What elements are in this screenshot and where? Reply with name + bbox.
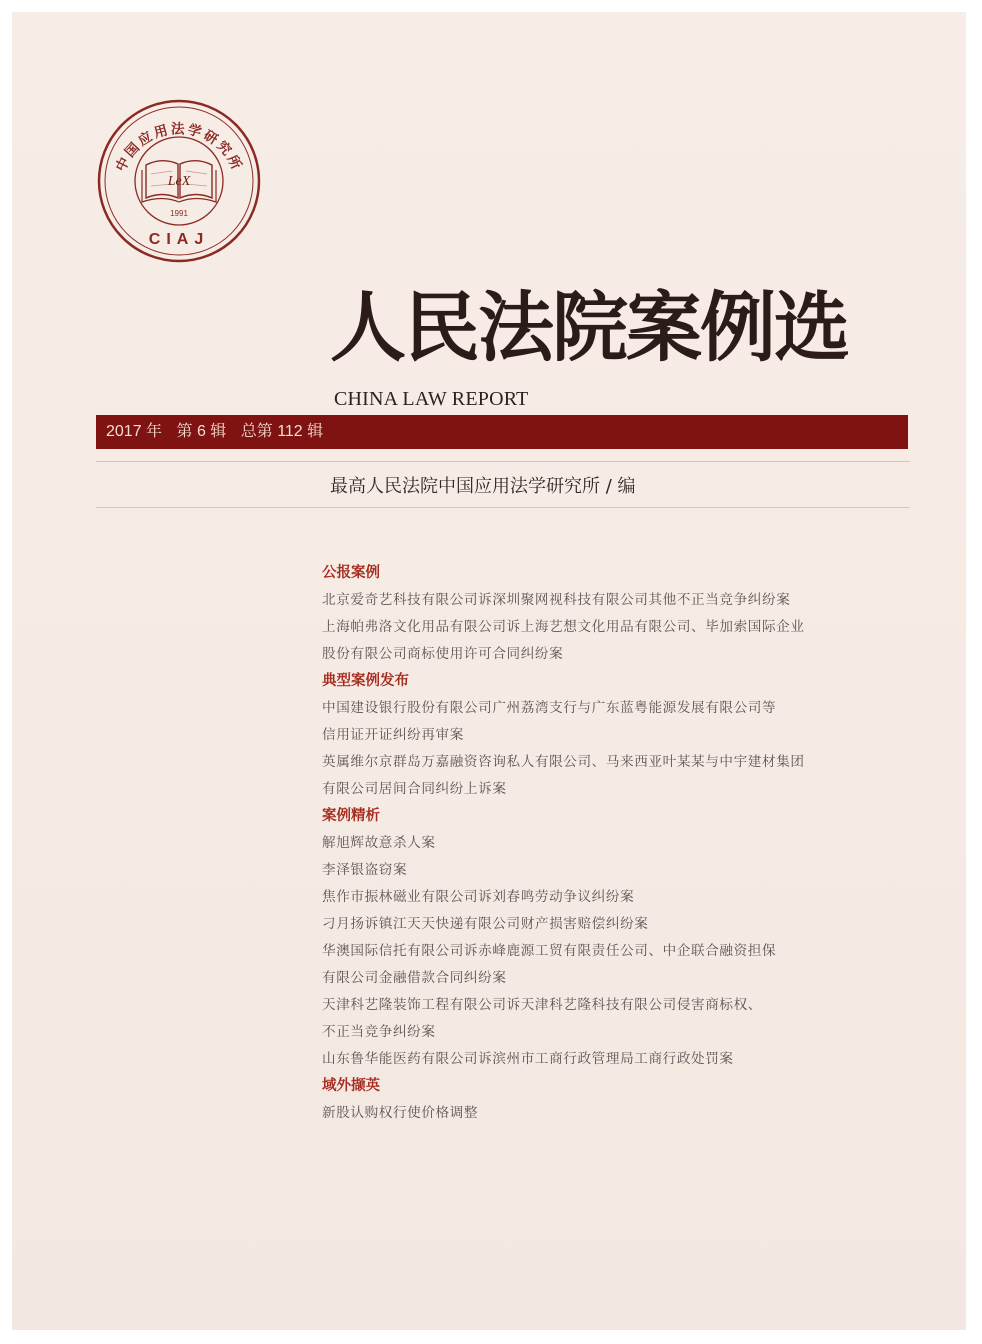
section-heading: 案例精析 (322, 808, 380, 824)
toc-entry: 北京爱奇艺科技有限公司诉深圳聚网视科技有限公司其他不正当竞争纠纷案 (322, 592, 791, 608)
journal-title: 人民法院案例选 (330, 283, 848, 372)
toc-entry: 不正当竞争纠纷案 (322, 1024, 436, 1040)
section-heading: 公报案例 (322, 565, 380, 581)
issue-total: 总第 112 辑 (240, 423, 324, 440)
toc-entry: 华澳国际信托有限公司诉赤峰鹿源工贸有限责任公司、中企联合融资担保 (322, 943, 777, 959)
seal-ring-text: 中国应用法学研究所 (112, 121, 246, 175)
journal-cover (12, 12, 966, 1330)
toc-entry: 中国建设银行股份有限公司广州荔湾支行与广东蓝粤能源发展有限公司等 (322, 700, 777, 716)
divider-top (96, 461, 910, 462)
section-heading: 域外撷英 (322, 1078, 380, 1094)
toc-entry: 李泽银盗窃案 (322, 862, 408, 878)
toc-entry: 信用证开证纠纷再审案 (322, 727, 464, 743)
journal-subtitle: CHINA LAW REPORT (334, 388, 529, 410)
toc-entry: 英属维尔京群岛万嘉融资咨询私人有限公司、马来西亚叶某某与中宇建材集团 (322, 754, 805, 770)
table-of-contents (322, 560, 912, 1127)
divider-bottom (96, 507, 910, 508)
toc-entry: 解旭辉故意杀人案 (322, 835, 436, 851)
svg-text:中国应用法学研究所 (112, 120, 246, 174)
seal-acronym: CIAJ (148, 231, 210, 248)
toc-entry: 山东鲁华能医药有限公司诉滨州市工商行政管理局工商行政处罚案 (322, 1051, 734, 1067)
seal-book-text: LeX (167, 174, 191, 189)
toc-entry: 有限公司居间合同纠纷上诉案 (322, 781, 507, 797)
seal-year: 1991 (170, 209, 188, 218)
toc-entry: 焦作市振林磁业有限公司诉刘春鸣劳动争议纠纷案 (322, 889, 635, 905)
section-heading: 典型案例发布 (322, 673, 409, 689)
toc-entry: 股份有限公司商标使用许可合同纠纷案 (322, 646, 564, 662)
ciaj-seal-logo (96, 98, 262, 264)
issue-year: 2017 年 (106, 423, 163, 440)
toc-entry: 天津科艺隆装饰工程有限公司诉天津科艺隆科技有限公司侵害商标权、 (322, 997, 763, 1013)
toc-entry: 上海帕弗洛文化用品有限公司诉上海艺想文化用品有限公司、毕加索国际企业 (322, 619, 805, 635)
editor-credit: 最高人民法院中国应用法学研究所 / 编 (330, 476, 636, 497)
issue-number: 第 6 辑 (176, 423, 227, 440)
issue-bar (96, 415, 908, 449)
toc-entry: 有限公司金融借款合同纠纷案 (322, 970, 507, 986)
toc-entry: 新股认购权行使价格调整 (322, 1105, 479, 1121)
toc-entry: 刁月扬诉镇江天天快递有限公司财产损害赔偿纠纷案 (322, 916, 649, 932)
